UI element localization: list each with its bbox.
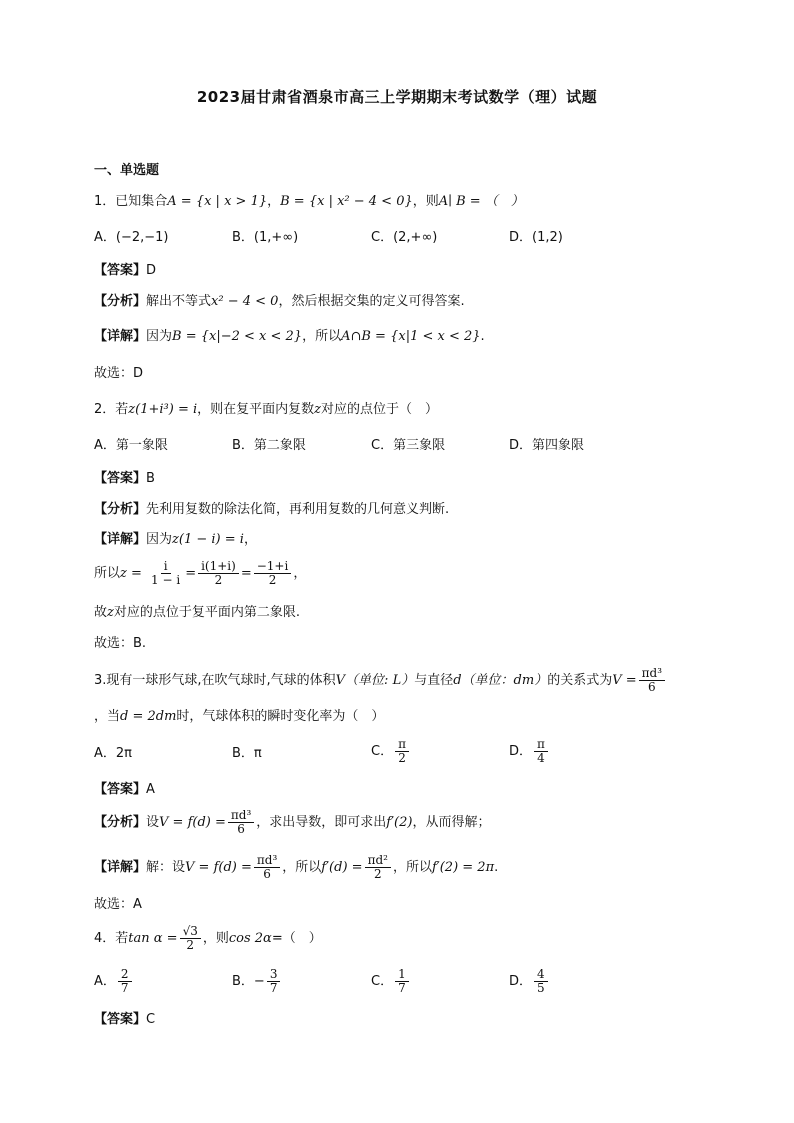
- q2-analysis: 【分析】先利用复数的除法化简，再利用复数的几何意义判断.: [94, 502, 450, 517]
- q4-option-d: D． $\frac{4}{5}$: [509, 966, 550, 998]
- q2-fraction-3: $\frac{-1+i}{2}$: [254, 560, 292, 587]
- section-heading: 一、单选题: [94, 163, 160, 178]
- q2-detail-fraction: 所以z = $\frac{i}{1 - i}$ = $\frac{i(1+i)}{2}$ = $\frac{-1+i}{2}$ ，: [94, 559, 307, 587]
- q2-choose: 故选：B.: [94, 636, 147, 651]
- q3-answer: 【答案】A: [94, 782, 155, 797]
- q2-option-c: C．第三象限: [371, 438, 446, 453]
- q3-option-c: C． $\frac{\pi}{2}$: [371, 736, 411, 768]
- q2-option-d: D．第四象限: [509, 438, 585, 453]
- q1-analysis: 【分析】解出不等式x² − 4 < 0，然后根据交集的定义可得答案.: [94, 294, 465, 309]
- q1-option-b: B．(1,+∞): [232, 230, 299, 245]
- q1-option-d: D．(1,2): [509, 230, 563, 245]
- q4-stem: 4．若tan α = $\frac{√3}{2}$ ，则cos 2α=（ ）: [94, 924, 322, 952]
- q2-detail: 【详解】因为z(1 − i) = i，: [94, 532, 257, 547]
- q4-option-b: B．− $\frac{3}{7}$: [232, 966, 282, 998]
- q3-option-d: D． $\frac{\pi}{4}$: [509, 736, 550, 768]
- document-title: 2023届甘肃省酒泉市高三上学期期末考试数学（理）试题: [196, 88, 598, 106]
- q3-option-a: A．2π: [94, 746, 132, 761]
- q2-conclusion: 故z对应的点位于复平面内第二象限.: [94, 605, 301, 620]
- q1-detail: 【详解】因为B = {x|−2 < x < 2}，所以A∩B = {x|1 < x < 2}.: [94, 329, 485, 344]
- q3-stem: 3.现有一球形气球,在吹气球时,气球的体积V（单位: L）与直径d（单位：dm）的关系式为V = $\frac{\text{πd³}}{6}$: [94, 666, 667, 696]
- q1-stem: 1．已知集合A = {x | x > 1}，B = {x | x² − 4 < 0}，则A∣ B = （ ）: [94, 194, 524, 209]
- q1-answer: 【答案】D: [94, 263, 157, 278]
- q3-option-b: B．π: [232, 746, 262, 761]
- q2-fraction-1: $\frac{i}{1 - i}$: [151, 559, 181, 587]
- q2-option-b: B．第二象限: [232, 438, 306, 453]
- q1-choose: 故选：D: [94, 366, 144, 381]
- q3-choose: 故选：A: [94, 897, 142, 912]
- q3-detail: 【详解】解：设V = f(d) = $\frac{\text{πd³}}{6}$ ，所以f′(d) = $\frac{\text{πd²}}{2}$ ，所以f′(2) = 2π.: [94, 853, 499, 881]
- q1-option-a: A．(−2,−1): [94, 230, 169, 245]
- q1-option-c: C．(2,+∞): [371, 230, 438, 245]
- q4-option-a: A． $\frac{2}{7}$: [94, 966, 134, 998]
- q3-stem-2: ，当d = 2dm时，气球体积的瞬时变化率为（ ）: [94, 709, 385, 724]
- q3-analysis: 【分析】设V = f(d) = $\frac{\text{πd³}}{6}$ ，求出导数，即可求出f′(2)，从而得解；: [94, 808, 491, 836]
- q4-option-c: C． $\frac{1}{7}$: [371, 966, 411, 998]
- q4-answer: 【答案】C: [94, 1012, 156, 1027]
- q2-fraction-2: $\frac{i(1+i)}{2}$: [198, 560, 239, 587]
- q2-option-a: A．第一象限: [94, 438, 168, 453]
- q3-formula-fraction: $\frac{\text{πd³}}{6}$: [639, 667, 665, 694]
- q2-answer: 【答案】B: [94, 471, 155, 486]
- q2-stem: 2．若z(1+i³) = i，则在复平面内复数z对应的点位于（ ）: [94, 402, 439, 417]
